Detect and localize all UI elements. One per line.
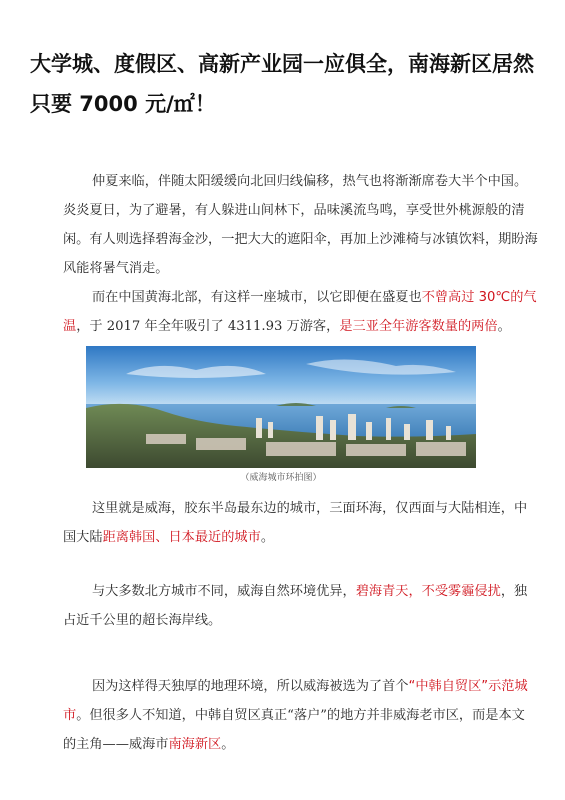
- highlight-free-trade-zone: “中韩自贸区”示范城市: [63, 679, 528, 723]
- paragraph-city: [63, 283, 538, 341]
- text-segment: ，独占近千公里的超长海岸线。: [63, 584, 528, 628]
- text-segment: ，于 2017 年全年吸引了 4311.93 万游客，: [76, 319, 340, 334]
- text-segment: 而在中国黄海北部，有这样一座城市，以它即便在盛夏也: [92, 290, 422, 305]
- highlight-nanhai-district: 南海新区: [168, 737, 222, 752]
- text-segment: 与大多数北方城市不同，威海自然环境优异，: [92, 584, 356, 599]
- photo-caption: （威海城市环拍图）: [240, 473, 322, 483]
- paragraph-intro: 仲夏来临，伴随太阳缓缓向北回归线偏移，热气也将渐渐席卷大半个中国。炎炎夏日，为了避暑，有人躲进山间林下，品味溪流鸟鸣，享受世外桃源般的清闲。有人则选择碧海金沙，一把大大的遮阳伞，再加上沙滩椅与冰镇饮料，期盼海风能将暑气消走。: [63, 174, 538, 276]
- article-title: 大学城、度假区、高新产业园一应俱全，南海新区居然只要 7000 元/㎡！: [30, 52, 534, 116]
- text-segment: 。: [497, 319, 511, 334]
- highlight-temperature: 不曾高过 30℃的气温: [63, 290, 537, 334]
- text-segment: 。: [260, 530, 274, 545]
- weihai-panorama-image: [86, 346, 476, 468]
- text-segment: 这里就是威海，胶东半岛最东边的城市，三面环海，仅西面与大陆相连，中国大陆: [63, 501, 528, 545]
- paragraph-weihai: [63, 494, 538, 552]
- text-segment: 因为这样得天独厚的地理环境，所以威海被选为了首个: [92, 679, 409, 694]
- text-segment: 。但很多人不知道，中韩自贸区真正“落户”的地方并非威海老市区，而是本文的主角——威海市: [63, 708, 525, 752]
- text-segment: 。: [221, 737, 235, 752]
- panorama-illustration: [86, 346, 476, 468]
- paragraph-environment: [63, 577, 538, 635]
- highlight-tourists: 是三亚全年游客数量的两倍: [339, 319, 498, 334]
- paragraph-free-trade: [63, 672, 538, 759]
- highlight-proximity: 距离韩国、日本最近的城市: [102, 530, 261, 545]
- highlight-clean-air: 碧海青天，不受雾霾侵扰: [355, 584, 501, 599]
